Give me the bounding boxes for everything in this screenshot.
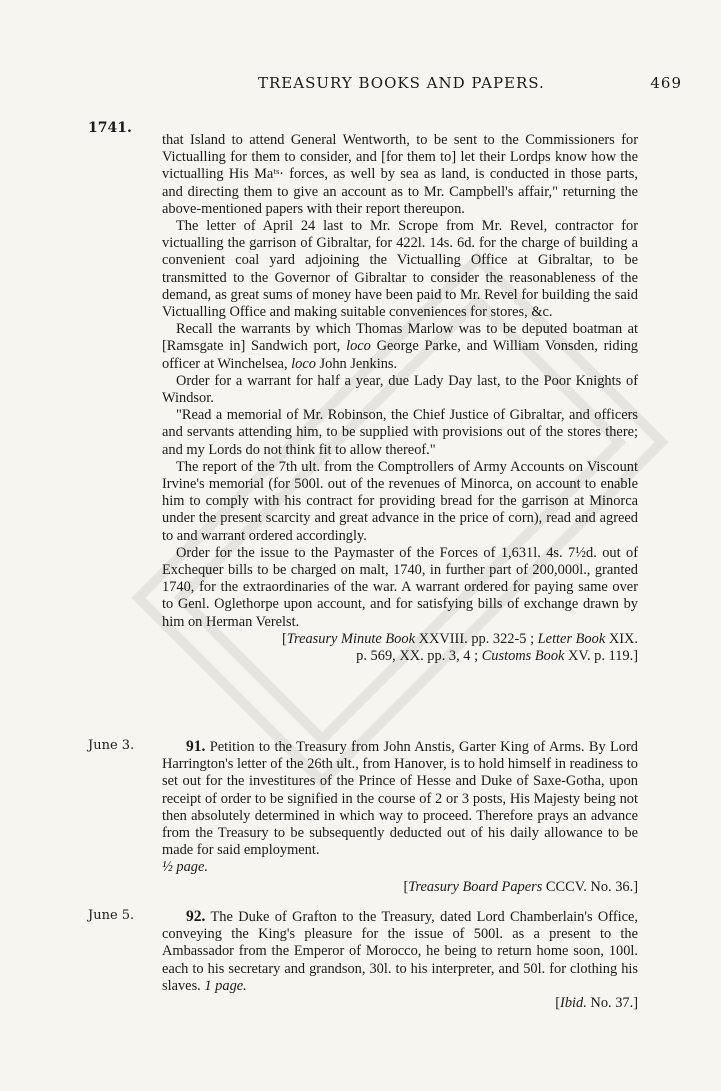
- text-run: XIX.: [605, 630, 638, 647]
- source-reference: [162, 879, 638, 896]
- text-run: p. 569, XX. pp. 3, 4 ;: [356, 648, 482, 665]
- text-run: [: [403, 878, 409, 895]
- entry-number: 91.: [186, 738, 206, 755]
- entry-size: 1 page.: [204, 977, 247, 994]
- text-run: XXVIII. pp. 322-5 ;: [414, 630, 538, 647]
- text-run: loco: [291, 355, 316, 372]
- text-run: Treasury Board Papers: [408, 878, 543, 895]
- paragraph: [162, 738, 638, 859]
- paragraph: Order for a warrant for half a year, due Lady Day last, to the Poor Knights of Windsor.: [162, 372, 638, 407]
- continuation-block: [162, 132, 638, 666]
- text-run: XV. p. 119.]: [564, 648, 638, 665]
- text-run: No. 37.]: [586, 995, 638, 1012]
- text-run: Letter Book: [537, 630, 606, 647]
- text-run: Recall the warrants by which Thomas Marlow was to be deputed boatman at [Ramsgate in] Sandwich port,: [162, 321, 638, 355]
- running-header: [162, 74, 682, 96]
- margin-date-june-5: June 5.: [88, 908, 135, 923]
- text-run: loco: [346, 338, 371, 355]
- text-run: CCCV. No. 36.]: [542, 878, 638, 895]
- entry-91: [162, 738, 638, 896]
- paragraph: Order for the issue to the Paymaster of the Forces of 1,631l. 4s. 7½d. out of Exchequer bills to be charged on malt, 1740, in further part of 200,000l., granted 1740, for the extraordinaries of the war. A warrant ordered for paying same over to Genl. Oglethorpe upon account, and for satisfying bills of exchange drawn by him on Herman Verelst.: [162, 544, 638, 630]
- page-title: TREASURY BOOKS AND PAPERS.: [258, 74, 545, 92]
- paragraph: "Read a memorial of Mr. Robinson, the Chief Justice of Gibraltar, and officers and servants attending him, to be supplied with provisions out of the stores there; and my Lords do not think fit to allow thereof.": [162, 407, 638, 458]
- text-run: John Jenkins.: [315, 355, 398, 372]
- paragraph: The report of the 7th ult. from the Comptrollers of Army Accounts on Viscount Irvine's memorial (for 500l. out of the revenues of Minorca, on account to enable him to comply with his contract for providing bread for the garrison at Minorca under the present scarcity and great advance in the price of corn), read and agreed to and warrant ordered accordingly.: [162, 458, 638, 544]
- paragraph: [162, 321, 638, 373]
- text-run: [: [282, 630, 287, 647]
- text-run: Customs Book: [481, 648, 565, 665]
- margin-date-june-3: June 3.: [88, 738, 135, 753]
- entry-text: The Duke of Grafton to the Treasury, dated Lord Chamberlain's Office, conveying the King's pleasure for the issue of 500l. as a present to the Ambassador from the Emperor of Morocco, he being to return home soon, 100l. each to his secretary and grandson, 30l. to his interpreter, and 50l. for clothing his slaves.: [162, 909, 638, 994]
- paragraph: The letter of April 24 last to Mr. Scrope from Mr. Revel, contractor for victualling the garrison of Gibraltar, for 422l. 14s. 6d. for the charge of building a convenient coal yard adjoining the Victualling Office at Gibraltar, to be transmitted to the Governor of Gibraltar to consider the reasonableness of the demand, as great sums of money have been paid to Mr. Revel for building the said Victualling Office and making suitable conveniences for stores, &c.: [162, 218, 638, 321]
- page-number: 469: [650, 74, 682, 92]
- source-reference: [162, 631, 638, 666]
- text-run: Ibid.: [560, 995, 587, 1012]
- entry-92: [162, 908, 638, 1012]
- entry-size: ½ page.: [162, 859, 208, 876]
- entry-text: Petition to the Treasury from John Anstis, Garter King of Arms. By Lord Harrington's letter of the 26th ult., from Hanover, is to hold himself in readiness to set out for the investitures of the Prince of Hesse and Duke of Saxe-Gotha, upon receipt of order to be signified in the course of 2 or 3 posts, His Majesty being not then absolutely determined in which way to proceed. Therefore prays an advance from the Treasury to be subsequently deducted out of his daily allowance to be made for said employment.: [162, 739, 638, 859]
- paragraph: [162, 908, 638, 995]
- text-run: [: [555, 995, 561, 1012]
- text-run: Treasury Minute Book: [286, 630, 415, 647]
- entry-number: 92.: [186, 908, 206, 925]
- paragraph: that Island to attend General Wentworth, to be sent to the Commissioners for Victualling for them to consider, and [for them to] let their Lordps know how the victualling His Maᵗˢ· forces, as well by sea as land, is conducted in those parts, and directing them to give an account as to Mr. Campbell's affair," returning the above-mentioned papers with their report thereupon.: [162, 132, 638, 217]
- text-run: George Parke, and William Vonsden, riding officer at Winchelsea,: [162, 338, 638, 372]
- source-reference: [162, 995, 638, 1012]
- margin-year: 1741.: [88, 120, 132, 136]
